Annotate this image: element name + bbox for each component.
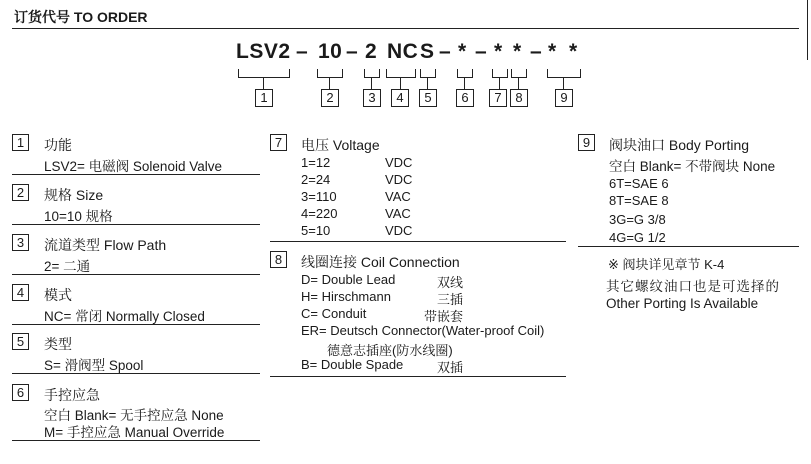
voltage-unit: VDC (385, 172, 413, 187)
voltage-unit: VAC (385, 206, 411, 221)
section-divider (270, 376, 566, 377)
section-number: 3 (12, 234, 29, 251)
code-number-box: 6 (456, 89, 474, 107)
code-connector (329, 77, 330, 89)
code-number-box: 8 (510, 89, 528, 107)
section-title: 流道类型 Flow Path (44, 237, 167, 253)
section-divider (12, 224, 260, 225)
code-part-star: * (494, 40, 503, 63)
code-bracket (511, 69, 527, 78)
voltage-code: 2=24 (301, 172, 331, 187)
section-title: 阀块油口 Body Porting (609, 137, 750, 153)
code-number-box: 2 (321, 89, 339, 107)
section-divider (12, 174, 260, 175)
section-number: 6 (12, 384, 29, 401)
code-connector (518, 77, 519, 89)
coil-option-cn: 带嵌套 (424, 309, 464, 324)
voltage-code: 5=10 (301, 223, 331, 238)
code-number-box: 5 (419, 89, 437, 107)
section-divider (578, 246, 799, 247)
section-title: 类型 (44, 336, 72, 352)
code-part-size: 10 (318, 40, 343, 63)
coil-option-cn: 双线 (437, 275, 464, 290)
section-divider (270, 241, 566, 242)
code-connector (371, 77, 372, 89)
section-title: 模式 (44, 287, 72, 303)
section-number: 2 (12, 184, 29, 201)
section-number: 8 (270, 251, 287, 268)
section-title: 电压 Voltage (301, 137, 380, 153)
coil-option-cn: 德意志插座(防水线圈) (327, 343, 453, 358)
section-item: 空白 Blank= 不带阀块 None (609, 159, 776, 174)
voltage-unit: VDC (385, 223, 413, 238)
code-part-type: S (420, 40, 435, 63)
section-item: LSV2= 电磁阀 Solenoid Valve (44, 159, 222, 174)
voltage-code: 3=110 (301, 189, 337, 204)
code-bracket (386, 69, 416, 78)
code-connector (499, 77, 500, 89)
section-title: 功能 (44, 137, 72, 153)
code-number-box: 3 (363, 89, 381, 107)
porting-note: Other Porting Is Available (606, 296, 759, 311)
code-part-star: * (513, 40, 522, 63)
side-divider (807, 0, 808, 60)
code-part-dash: – (530, 40, 543, 63)
page-title: 订货代号 TO ORDER (14, 9, 148, 25)
section-number: 9 (578, 134, 595, 151)
section-number: 7 (270, 134, 287, 151)
code-part-star: * (548, 40, 557, 63)
coil-option: ER= Deutsch Connector(Water-proof Coil) (301, 323, 545, 338)
header-divider (12, 28, 799, 29)
section-item: 2= 二通 (44, 259, 91, 274)
section-number: 1 (12, 134, 29, 151)
section-item: S= 滑阀型 Spool (44, 358, 144, 373)
code-part-flow: 2 (365, 40, 378, 63)
code-connector (400, 77, 401, 89)
code-bracket (547, 69, 581, 78)
voltage-code: 4=220 (301, 206, 338, 221)
coil-option: B= Double Spade (301, 357, 404, 372)
coil-option-cn: 双插 (437, 360, 464, 375)
code-number-box: 1 (255, 89, 273, 107)
section-number: 4 (12, 284, 29, 301)
code-part-mode: NC (387, 40, 419, 63)
porting-note: 其它螺纹油口也是可选择的 (606, 279, 780, 294)
section-title: 手控应急 (44, 387, 100, 403)
section-divider (12, 274, 260, 275)
code-number-box: 7 (489, 89, 507, 107)
voltage-unit: VDC (385, 155, 413, 170)
code-bracket (420, 69, 436, 78)
code-bracket (492, 69, 508, 78)
code-bracket (317, 69, 343, 78)
section-divider (12, 373, 260, 374)
section-item: 空白 Blank= 无手控应急 None (44, 408, 224, 423)
code-connector (464, 77, 465, 89)
coil-option: D= Double Lead (301, 272, 396, 287)
code-number-box: 4 (391, 89, 409, 107)
code-part-star: * (458, 40, 467, 63)
code-bracket (238, 69, 290, 78)
code-connector (263, 77, 264, 89)
code-part-dash: – (346, 40, 359, 63)
section-number: 5 (12, 333, 29, 350)
code-number-box: 9 (555, 89, 573, 107)
code-connector (563, 77, 564, 89)
coil-option: C= Conduit (301, 306, 367, 321)
section-item: 10=10 规格 (44, 209, 113, 224)
porting-option: 4G=G 1/2 (609, 230, 666, 245)
porting-option: 3G=G 3/8 (609, 212, 666, 227)
code-bracket (364, 69, 380, 78)
section-divider (12, 324, 260, 325)
section-item: M= 手控应急 Manual Override (44, 425, 225, 440)
voltage-unit: VAC (385, 189, 411, 204)
section-title: 规格 Size (44, 187, 104, 203)
code-part-star: * (569, 40, 578, 63)
code-part-lsv2: LSV2 (236, 40, 291, 63)
section-divider (12, 440, 260, 441)
code-part-dash: – (475, 40, 488, 63)
section-title: 线圈连接 Coil Connection (301, 254, 460, 270)
porting-option: 6T=SAE 6 (609, 176, 669, 191)
code-part-dash: – (439, 40, 452, 63)
porting-option: 8T=SAE 8 (609, 193, 669, 208)
code-connector (427, 77, 428, 89)
coil-option: H= Hirschmann (301, 289, 391, 304)
voltage-code: 1=12 (301, 155, 331, 170)
code-bracket (457, 69, 473, 78)
section-item: NC= 常闭 Normally Closed (44, 309, 205, 324)
coil-option-cn: 三插 (437, 292, 464, 307)
code-part-dash: – (296, 40, 309, 63)
porting-note: ※ 阀块详见章节 K-4 (608, 257, 725, 272)
